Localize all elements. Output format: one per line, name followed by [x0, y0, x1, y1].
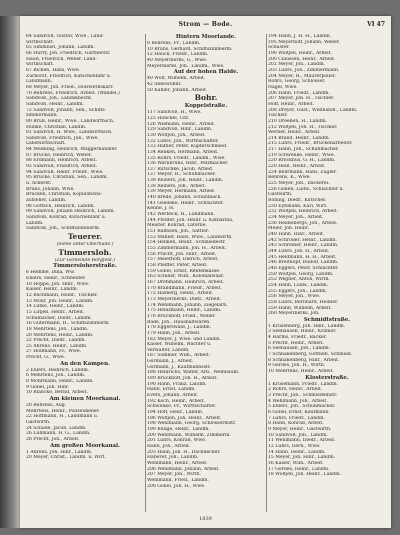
directory-entry: 130 Wöltjen, Joh., Arbeit. — [147, 132, 206, 138]
directory-entry: 138 Reiners, Joh. Heinr., Landm. — [147, 178, 224, 184]
directory-entry: Verwalter, Landm. — [147, 347, 190, 353]
directory-entry: 141 Goedeke, Heinr., Schlachter. — [147, 200, 224, 206]
directory-entry: 10 Bruns, Gerhard, Schiffszimmerm. — [147, 46, 233, 52]
directory-entry: Bade, Joh., Haushaltwaren. — [147, 319, 211, 325]
directory-entry: 244 Lührs, Joh. H., Arbeit. — [268, 248, 330, 254]
directory-entry: Gastwirth. — [26, 420, 51, 426]
directory-entry: 4 Wehlmann, Joh., Arbeit. — [268, 398, 328, 404]
directory-entry: 12 Hauck, Friedr., Landm. — [147, 52, 209, 58]
directory-entry: 236 Heidelbergs, Joh., Arbeit. — [268, 220, 338, 226]
directory-entry: 195 Meyerhoff, Johann, Weber. — [268, 39, 340, 45]
directory-entry: 220 Brockhus, G. H., Landm. — [268, 158, 336, 164]
directory-entry: 42 unbewohnt. — [147, 81, 182, 87]
directory-entry: 215 Lührs, Friedr., Brückenarbeiter. — [268, 141, 353, 147]
directory-entry: Röbing, Diedr., Kutscher. — [268, 198, 327, 204]
directory-entry: 178 Eggerswald, J., Landm. — [147, 325, 212, 331]
directory-entry: 9 Göbel, Joh. Hinr. — [26, 384, 69, 390]
directory-entry: 226 Göben, Ludw., Schlachter u. — [268, 186, 344, 192]
section-heading: Auf der hohen Halde. — [173, 69, 239, 76]
directory-entry: 246 Breitkopf, Rudolf, Landm. — [268, 260, 339, 266]
section-heading: Am kleinen Moorkanal. — [49, 396, 121, 403]
directory-entry: 8 Schnakenberg, Hinr., Arbeit. — [268, 357, 340, 363]
directory-entry: Wehlmann, Fried., Landm. — [147, 477, 209, 483]
directory-entry: 1 Krusemann, Friedr., Landm. — [268, 381, 339, 387]
directory-entry: 254 Hahn, Ludw., Landm. — [268, 282, 329, 288]
directory-entry: 28 Precht, Joh., Arbeit. — [26, 437, 80, 442]
directory-entry: Precht, G., Wwe. — [26, 355, 66, 361]
directory-entry: Behrens, K., Wwe. — [268, 175, 311, 181]
directory-entry: 24 Schade, Jacob, Landm. — [26, 425, 87, 431]
directory-entry: 10 Sandvoß, Joh., Landm. — [268, 432, 328, 438]
directory-entry: 252 Wegner, Anton, Wirth. — [268, 277, 330, 283]
directory-entry: Röhrs, Georg, Schlosser. — [268, 79, 326, 85]
directory-entry: 7 Schnakenberg, Gottlieb, Schmied. — [268, 352, 353, 358]
directory-entry: Meyerdierks, Joh., Landm., Wwe. — [147, 63, 225, 69]
directory-entry: 243 Schreiber, Heinr., Landm. — [268, 243, 339, 249]
directory-entry: 18 Mehrtens, Joh., Landm. — [26, 326, 89, 332]
directory-entry: Landwirthschaft. — [26, 141, 66, 147]
directory-entry: 153 Mahler, Hans, Wwe., Landwirth. — [147, 234, 233, 240]
directory-entry: 194 Hoff, Henr., Landm. — [147, 410, 204, 416]
directory-entry: 230 Eyßmann, Karl, Wirt. — [268, 203, 328, 209]
directory-entry: 13 Mohr, Joh. Heinr., Landm. — [26, 298, 94, 304]
section-heading: Teuerer. — [67, 231, 103, 241]
directory-entry: Schumacher, Diedr., Landm. — [26, 315, 92, 321]
column-1 — [26, 34, 144, 514]
directory-entry: Brücken, Christian, Kopulations- — [26, 192, 103, 198]
directory-entry: 132 Lührs, Joh., Wirthschafter. — [147, 138, 219, 144]
directory-entry: Ehlers, Heinr., Schneider. — [26, 275, 86, 281]
directory-entry: 20 Behrens, Aug. — [26, 403, 67, 409]
directory-entry: 194 Hahn, J. H. H., Landm. — [268, 34, 332, 39]
directory-entry: 14 Hahn, Heinr., Landm. — [268, 449, 326, 455]
directory-entry: 137 Rutschke, Jacob, Arbeit. — [147, 166, 214, 172]
directory-entry: 208 Dreyer, Gust., Wildhändl., Landm. — [268, 107, 358, 113]
directory-entry: 133 Hafner, Peter, Kupferschmied. — [147, 144, 228, 150]
section-heading: Am großen Moorkanal. — [50, 442, 120, 449]
directory-entry: 6 Mehrtens, Joh., Landm. — [26, 373, 86, 379]
directory-entry: 129 Sandvoß, Hinr., Landm. — [147, 127, 213, 133]
directory-entry: 20 Mehrtens, Heinr., Landm. — [26, 332, 94, 338]
directory-entry: 207 Meyer, Joh. H., Tischler. — [268, 96, 335, 102]
section-heading: Koppelstraße. — [184, 103, 228, 110]
directory-entry: 81 Sandvoß, H. Wwe., Landwirthsch. — [26, 130, 113, 136]
directory-entry: 219 Schwenke, Heinr., Wwe. — [268, 152, 335, 158]
directory-entry: 156 Pracht, Jon. Hinr., Arbeit. — [147, 251, 217, 257]
directory-entry: 210 Dreeßen, H., Landm. — [268, 118, 328, 124]
column-divider — [145, 34, 146, 512]
column-divider — [266, 34, 267, 512]
directory-entry: 175 Heinzmann, Heinr., Landm. — [147, 308, 222, 314]
directory-entry: 170 Brandmann, Friedr., Arbeit. — [147, 285, 222, 291]
directory-entry: 204 Meyer, H., Maurerpolier. — [268, 73, 336, 79]
directory-entry: 84 Meißling, Heinrich, Maggerhändler. — [26, 147, 118, 153]
directory-entry: 99 Sandvoß, Johann Heinrich, Landm. — [26, 209, 115, 215]
directory-entry: 157 Meierhoff, Dierich, Arbeit. — [147, 257, 219, 263]
directory-entry: 1 Krüsenberg, Joh. Hinr., Landm. — [268, 323, 346, 329]
directory-entry: 173 Meyerdierks, Dietr., Arbeit. — [147, 296, 222, 302]
directory-entry: 12 Lührs, Gerh., Wwe. — [268, 443, 321, 449]
directory-entry: 206 Wehlmann, Johann, Arbeit. — [147, 466, 220, 472]
directory-entry: Sandvoß, Heinr., Landm. — [26, 101, 84, 107]
directory-entry: Wehlmann, Heinr., Arbeit. — [147, 460, 208, 466]
book-spine — [0, 16, 20, 528]
directory-entry: 198 Wehlmann, Georg, Schlossermstr. — [147, 421, 237, 427]
directory-entry: Werner, Heinr., Arbeit. — [268, 130, 321, 136]
section-heading: Timmersloherstraße. — [53, 263, 117, 270]
directory-entry: 12 Bachmann, Heinr., Tischler. — [26, 292, 98, 298]
directory-entry: 206 Hahn, Friedr., Landm. — [268, 90, 330, 96]
directory-entry: 4 Harms, Friedr., Bäcker. — [268, 335, 327, 341]
directory-entry: 25 Ahrens, Heinr., Landm. — [26, 343, 88, 349]
directory-entry: Tischler. — [268, 113, 288, 119]
section-heading: Bohr. — [194, 93, 218, 103]
directory-entry: 22 Hoffmann, H., Landmann u. — [26, 414, 99, 420]
directory-entry: 2 Ehlers, Heinrich, Landm. — [26, 367, 90, 373]
directory-entry: Nagel, Wwe. — [268, 84, 298, 90]
directory-entry: 66 Hurry, Joh. Friedrich, Gärtnerstr. — [26, 50, 111, 56]
directory-entry: Hahn, Ernst, Landm. — [147, 387, 196, 393]
directory-entry: Hahn, Joh., Arbeit. — [147, 443, 191, 449]
running-title: Strom — Bode. — [178, 21, 233, 28]
directory-entry: 144 Pfeiffer, Joh. Heinr. u. Katharina, — [147, 217, 234, 223]
directory-entry: Hauß, Friedrich, Weber, Land- — [26, 56, 97, 62]
directory-entry: 217 Hahn, Joh., Schuhmacher. — [268, 147, 339, 153]
directory-entry: Kenne, J. H. — [147, 206, 175, 212]
directory-entry: 245 Heldmann, H. H., Arbeit. — [268, 254, 337, 260]
page-footer: 1839 — [199, 516, 212, 522]
directory-entry: Meister, Konrad, Laterne. — [147, 223, 207, 229]
directory-entry: 232 Wöltjen, Heinrich, Arbeit. — [268, 209, 338, 215]
directory-entry: Kaiser, Heinr., Landm. — [26, 287, 79, 293]
directory-entry: 80 Brüß, Heinr., Wwe., Landwirthsch. — [26, 118, 115, 124]
directory-entry: 70 Behrens, Friedrich, Arbeit. (Wandel.) — [26, 90, 120, 96]
directory-entry: Kaiser, Wilhelm, Wächter u. — [147, 342, 212, 348]
directory-entry: 200 Claussen, Heinr., Arbeit. — [268, 56, 336, 62]
directory-entry: 260 Meyerdierks, Joh. — [268, 311, 320, 317]
directory-entry: 234 Meyer, Joh., Arbeit. — [268, 215, 324, 220]
directory-entry: Zurhorst, Friedrich, Kutschenfahr u. — [26, 73, 112, 79]
directory-entry: 172 Hasberg, Heinr., Arbeit. — [147, 291, 214, 297]
directory-entry: 8 Hahn, Konrad, Arbeit. — [268, 421, 324, 427]
directory-entry: 20 Meyer, Christ., Landm. u. Wirt. — [26, 455, 106, 461]
directory-entry: 139 Meyer, Hermann, Arbeit. — [147, 189, 216, 195]
directory-entry: Hünke, Christian, Landm. — [26, 124, 87, 130]
directory-entry: wirthschaft. — [26, 39, 55, 45]
column-3 — [268, 34, 386, 514]
directory-entry: 117 Sandvoß, H., Wwe. — [147, 110, 202, 116]
directory-entry: 174 Wehlmann, Johann, Ziegelarb. — [147, 302, 228, 308]
directory-entry: 201 Lührs, Konrad, Wwe. — [147, 438, 207, 444]
directory-entry: 203 Lührs, Joh., Zimmermann. — [268, 67, 340, 73]
directory-entry: 125 Hünckel, Chr. — [147, 115, 190, 121]
directory-entry: 155 Zimmermann, Joh. H., Arbeit. — [147, 246, 227, 251]
directory-entry: 88 Erdmann, Heinrich, Arbeit. — [26, 158, 97, 164]
directory-entry: Schwenke, Fr., Wirthschafter. — [147, 404, 217, 410]
directory-entry: Schuster. — [268, 45, 290, 51]
directory-entry: 87 Brücke, Heinrich, Weber. — [26, 152, 92, 158]
directory-entry: 248 Eggers, Peter, Schlachter. — [268, 265, 339, 271]
directory-entry: Sandvoß, Friedrich, Jun., Wwe. — [26, 135, 99, 141]
section-heading: Hintern Moorlande. — [175, 34, 237, 40]
directory-entry: 11 Wehlmann, Diedr., Arbeit. — [268, 438, 336, 444]
directory-entry: 214 Brand, Heinr., Landm. — [268, 135, 331, 141]
directory-entry: Landmann. — [26, 79, 53, 85]
directory-entry: 18 Wöltjen, Joh. Heinr., Landm. — [268, 472, 342, 478]
directory-entry: 40 Meyerdierks, G., Wwe. — [147, 57, 208, 63]
directory-entry: Evers, Johann, Arbeit. — [147, 393, 199, 399]
directory-entry: 6 Seehausen, Joh., Landm. — [268, 346, 331, 352]
directory-entry: 224 Behrmann, Hans, Zügler. — [268, 169, 337, 175]
directory-entry: 208 Göbel, Joh. H., Wwe. — [147, 483, 206, 489]
directory-entry: 136 Warnbruns, Hinr., Pelzmacher. — [147, 161, 229, 167]
directory-entry: 72 Sandvoß, Johann, Sen., Schiffs- — [26, 107, 107, 113]
directory-entry: 50 Kähler, Johann, Arbeit. — [147, 87, 208, 93]
column-2 — [147, 34, 265, 514]
directory-entry: 2 Röhrs, Heinr., Arbeit. — [268, 387, 323, 393]
directory-entry: 15 Meyer, Joh. Hinr., Landm. — [268, 455, 336, 461]
directory-entry: 6 Göbel, Ernst, Kaufmann. — [268, 410, 330, 415]
directory-entry: 189 Brückhoff, Joh. H., Arbeit. — [147, 376, 218, 382]
directory-entry: 140 Brede, Johann, Schuhmach. — [147, 195, 222, 201]
directory-entry: 7 Lührs, Friedr., Landm. — [268, 415, 325, 421]
directory-entry: Hoff, Heinr., Arbeit. — [268, 101, 314, 107]
directory-entry: 255 Eggers, Joh., Landm. — [268, 288, 328, 294]
directory-entry: 68 Meyer, Joh. Fried., Holzwerkskarr. — [26, 84, 114, 90]
directory-entry: 26 Lühmann, H. G., Landm. — [26, 431, 91, 437]
directory-entry: 6 Hemme, Dina, Ww. — [26, 270, 75, 276]
directory-entry: 8 Behrens, Fr., Landm. — [147, 41, 201, 46]
directory-entry: 256 Meyer, Joh., Wwe. — [268, 294, 321, 300]
directory-entry: 9 Gerdes, Joh. H., Wirth. — [268, 363, 326, 369]
section-note: (Siehe unter Oberhude.) — [56, 241, 114, 247]
directory-entry: 187 Sommer, Wilh., Arbeit. — [147, 353, 211, 359]
directory-entry: wirthschaft. — [26, 62, 55, 68]
directory-entry: 10 Mehrtens, Heinr., Arbeit. — [268, 369, 334, 375]
directory-entry: 10 Hoppe, Joh. Hinr., Wwe. — [26, 281, 90, 287]
directory-entry: 3 Seehausen, Heinr., Krämer. — [268, 329, 337, 335]
directory-entry: 14 Lütke, Heinr., Landm. — [26, 304, 85, 310]
directory-entry: 182 Meyer, J. Wwe. und Landm. — [147, 336, 222, 342]
directory-entry: 17 Gerdes, Heinr., Landm. — [268, 466, 330, 472]
directory-entry: 92 Sandvoß, Friedrich, Arbeit. — [26, 164, 98, 170]
directory-entry: 259 Hahn, Wilhelm, Arbeit. — [268, 305, 332, 311]
directory-entry: 190 Hahn, Franz, Landm. — [147, 381, 207, 387]
section-heading: Klosterstraße. — [305, 374, 349, 381]
directory-entry: 15 Lütjen, Heinr., Arbeit. — [26, 309, 85, 315]
directory-entry: 10 Blancke, Bernd, Arbeit. — [26, 390, 88, 396]
directory-entry: 199 Bunge, Heinr., Landm. — [147, 427, 210, 432]
directory-entry: Landm. — [26, 220, 44, 226]
page-number: VI 47 — [367, 21, 385, 28]
section-note: (Zur Gemeinde Borgfeld.) — [55, 257, 115, 263]
directory-entry: Bruns, Johann, Wwe. — [26, 186, 75, 192]
directory-entry: Mehrtens, Heinr., Polizeidiener. — [26, 408, 100, 414]
directory-entry: 159 Göbel, Ernst, Rentenkasse. — [147, 268, 221, 274]
directory-entry: 134 Renken, Hermann, Arbeit. — [147, 149, 219, 155]
directory-entry: Gastwirth. — [268, 192, 293, 198]
directory-entry: 225 Meyer, Joh., Bäckerei. — [268, 181, 330, 187]
directory-entry: 207 Meyer, Joh., Wirth. — [147, 472, 202, 478]
directory-entry: 65 Simmlust, Johann, Landm. — [26, 45, 95, 51]
directory-entry: 240 Hahn, Hinr., Arbeit. — [268, 231, 325, 237]
directory-entry: 64 Sandvoß, Gustav, Wwe., Land- — [26, 34, 104, 39]
directory-entry: 98 Gottsch, Heinrich, Landm. — [26, 203, 96, 209]
page-header — [22, 21, 389, 31]
directory-entry: Gormann, J., Kaufmannsstr. — [147, 364, 211, 370]
directory-entry: 22 Precht, Diedr., Landm. — [26, 338, 86, 344]
directory-entry: 3 Precht, Joh., Schmiedemstr. — [268, 393, 338, 399]
directory-entry: 200 Wehlmann, Wilhelm, Zimmerm. — [147, 432, 231, 438]
directory-entry: 8 Mohrmann, Heinr., Landm. — [26, 379, 94, 385]
directory-entry: aufseher, Landm. — [26, 198, 67, 204]
directory-entry: Sandvoß, Joh., Schiffszimmerm. — [26, 226, 101, 232]
directory-entry: 5 Precht, Heinr., Arbeit. — [268, 340, 324, 346]
directory-entry: 188 Heinrichs, Walter, Arb., Weinbaum. — [147, 370, 240, 376]
directory-entry: 258 Lührs, Bernhard, Heißler. — [268, 299, 339, 305]
directory-entry: 135 Röhrs, Friedr., Landm., Wwe. — [147, 155, 226, 161]
directory-entry: Sandvoß, Joh., Landsknecht. — [26, 96, 93, 102]
directory-entry: 196 Wöltjen, Joh. Heinr., Arbeit. — [147, 415, 222, 421]
directory-entry: 137 Meyer, H., Schuhmacher. — [147, 172, 217, 178]
directory-entry: 220 Heiß, Heinr., Arbeit. — [268, 164, 326, 170]
directory-entry: 212 Wöltjen, Joh. H., Tischler. — [268, 124, 338, 130]
directory-entry: 138 Reiners, Joh., Arbeit. — [147, 183, 206, 189]
directory-entry: Meier, Joh. Heinr. — [268, 226, 310, 232]
directory-entry: 163 Schiller, Wilh., Kolonialwaar. — [147, 274, 225, 280]
directory-entry: 151 Bahnsen, Joh., Sattler. — [147, 229, 210, 235]
directory-entry: 167 Drehmann, Heinrich, Arbeit. — [147, 279, 224, 285]
directory-entry: 158 Pfeiffer, Peter, Arbeit. — [147, 262, 208, 268]
directory-entry: 154 Henken, Heinr., Schmiedestr. — [147, 240, 226, 246]
directory-entry: 176 Brückhoff, Fried., Weber. — [147, 313, 216, 319]
directory-entry: Gormann, J., Arbeit. — [147, 359, 194, 365]
directory-entry: zimmermann. — [26, 113, 58, 119]
directory-entry: Haberer, Joh., Landm. — [147, 455, 199, 461]
directory-entry: 16 Kaiser, Wilh., Arbeit. — [268, 460, 324, 466]
directory-page — [20, 16, 391, 528]
directory-entry: 142 Werbeck, H., Landmann. — [147, 212, 215, 218]
directory-entry: 242 Schröder, Heinr., Landm. — [268, 237, 337, 243]
directory-entry: 196 Wöltjen, Heinr., Arbeit. — [268, 50, 332, 56]
section-heading: An den Kämpen. — [60, 360, 110, 367]
directory-entry: 95 Brücke, Christian, Sen., Landm. — [26, 175, 108, 181]
directory-entry: 5 Ehlers, Joh., Schuhmacher. — [268, 404, 336, 410]
directory-entry: 94 Sandvoß, Heinr. Friedr., Wwe. — [26, 169, 104, 175]
directory-entry: 16 Gutermann, H., Schiffszimmerm. — [26, 321, 111, 327]
directory-entry: 1 Ahrens, Joh. Hinr., Landm. — [26, 449, 93, 455]
directory-entry: 9 Meyer, Heinr., Gastwirth. — [268, 426, 332, 432]
directory-entry: 179 Hahn, Joh., Arbeit. — [147, 330, 201, 336]
directory-entry: 27 Hollmann, Fr., Wwe. — [26, 349, 82, 355]
directory-entry: 126 Wiemann, Heinr., Arbeit. — [147, 121, 216, 127]
directory-entry: 250 Wöltjen, Georg, Landm. — [268, 271, 334, 277]
section-heading: Schmidtstraße. — [303, 316, 351, 323]
directory-entry: 192 Koch, Heinr., Arbeit. — [147, 398, 205, 404]
directory-entry: 40 Wolf, Wilhelm, Arbeit. — [147, 76, 206, 82]
directory-entry: u. Ackerer. — [26, 181, 52, 187]
directory-entry: 202 Meyer, Joh., Landm. — [268, 62, 326, 68]
directory-entry: Sandvoß, Konrad, Kutschenfahr u. — [26, 215, 107, 220]
section-heading: Timmersloh. — [58, 247, 112, 257]
directory-entry: 67 Ricken, Hans, Wwe. — [26, 67, 81, 73]
directory-entry: 203 Hahn, Joh. H., Dachdecker. — [147, 449, 221, 455]
